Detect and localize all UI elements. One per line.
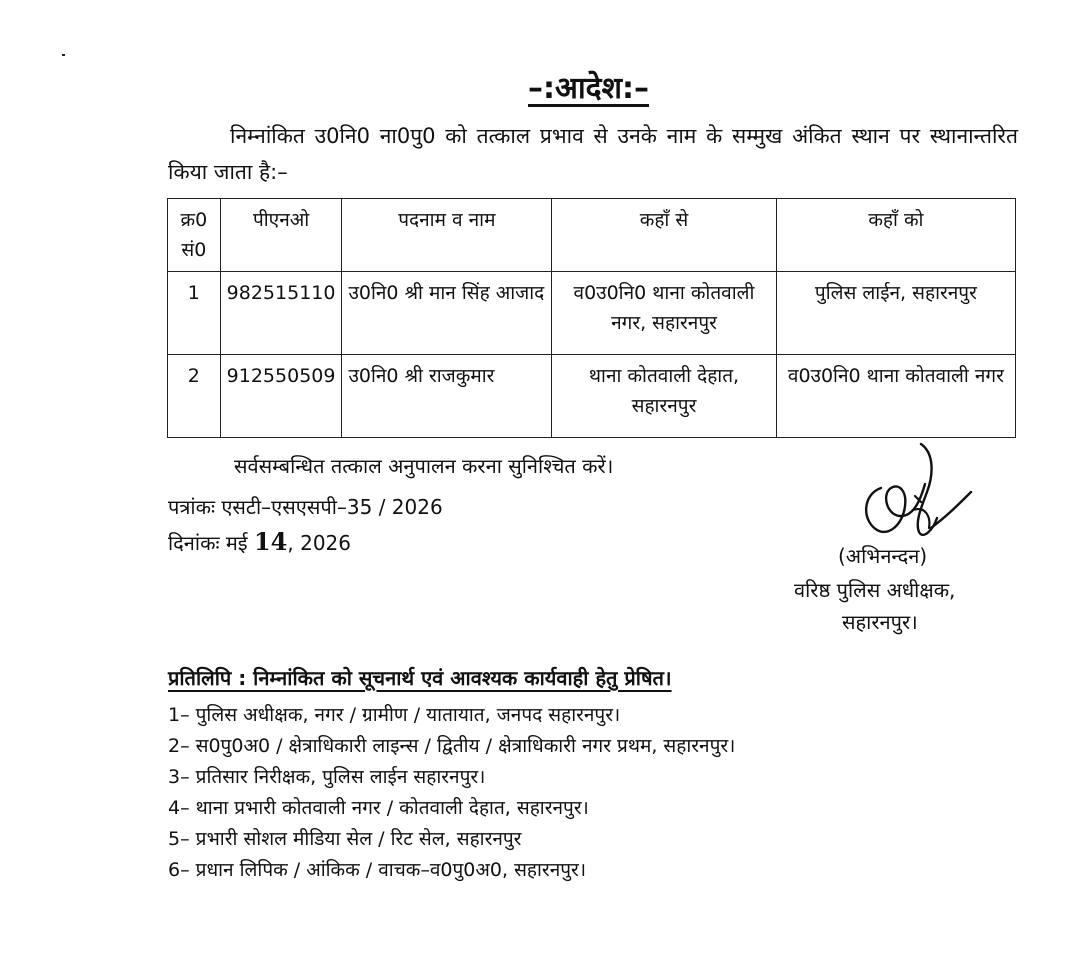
- cell-serial: 2: [168, 355, 221, 438]
- cell-to: पुलिस लाईन, सहारनपुर: [776, 272, 1015, 355]
- cell-from: व0उ0नि0 थाना कोतवाली नगर, सहारनपुर: [552, 272, 777, 355]
- compliance-note: सर्वसम्बन्धित तत्काल अनुपालन करना सुनिश्चित करें।: [234, 454, 614, 478]
- header-from: कहाँ से: [552, 199, 777, 272]
- cell-pno: 982515110: [220, 272, 342, 355]
- cell-serial: 1: [168, 272, 221, 355]
- cell-from: थाना कोतवाली देहात, सहारनपुर: [552, 355, 777, 438]
- signatory-place: सहारनपुर।: [842, 610, 918, 634]
- table-header-row: [168, 199, 1016, 272]
- header-serial: क्र0 सं0: [168, 199, 221, 272]
- list-item: 2– स0पु0अ0 / क्षेत्राधिकारी लाइन्स / द्वितीय / क्षेत्राधिकारी नगर प्रथम, सहारनपुर।: [168, 735, 736, 757]
- scan-speck: [62, 54, 65, 56]
- copy-heading: प्रतिलिपि : निम्नांकित को सूचनार्थ एवं आवश्यक कार्यवाही हेतु प्रेषित।: [168, 666, 672, 690]
- order-date: [168, 527, 351, 556]
- date-day-handwritten: 14: [253, 527, 288, 556]
- signatory-designation: वरिष्ठ पुलिस अधीक्षक,: [794, 578, 956, 602]
- cell-to: व0उ0नि0 थाना कोतवाली नगर: [776, 355, 1015, 438]
- list-item: 4– थाना प्रभारी कोतवाली नगर / कोतवाली देहात, सहारनपुर।: [168, 797, 589, 819]
- header-to: कहाँ को: [776, 199, 1015, 272]
- cell-name: उ0नि0 श्री मान सिंह आजाद: [342, 272, 552, 355]
- list-item: 1– पुलिस अधीक्षक, नगर / ग्रामीण / यातायात, जनपद सहारनपुर।: [168, 704, 621, 726]
- order-intro: निम्नांकित उ0नि0 ना0पु0 को तत्काल प्रभाव से उनके नाम के सम्मुख अंकित स्थान पर स्थानान्तरित किया जाता है:–: [168, 124, 1018, 184]
- cell-name: उ0नि0 श्री राजकुमार: [342, 355, 552, 438]
- order-heading: –:आदेश:–: [528, 71, 649, 106]
- table-row: [168, 355, 1016, 438]
- copy-list: [168, 700, 735, 886]
- header-name: पदनाम व नाम: [342, 199, 552, 272]
- header-pno: पीएनओ: [220, 199, 342, 272]
- list-item: 3– प्रतिसार निरीक्षक, पुलिस लाईन सहारनपुर।: [168, 766, 486, 788]
- transfer-table: [167, 198, 1016, 438]
- signatory-name: (अभिनन्दन): [838, 544, 928, 568]
- letter-number: पत्रांकः एसटी–एसएसपी–35 / 2026: [168, 495, 443, 519]
- cell-pno: 912550509: [220, 355, 342, 438]
- list-item: 6– प्रधान लिपिक / आंकिक / वाचक–व0पु0अ0, सहारनपुर।: [168, 859, 587, 881]
- table-row: [168, 272, 1016, 355]
- date-suffix: , 2026: [287, 531, 352, 555]
- signature-image: [855, 436, 975, 546]
- date-prefix: दिनांकः मई: [168, 531, 248, 555]
- list-item: 5– प्रभारी सोशल मीडिया सेल / रिट सेल, सहारनपुर: [168, 828, 522, 850]
